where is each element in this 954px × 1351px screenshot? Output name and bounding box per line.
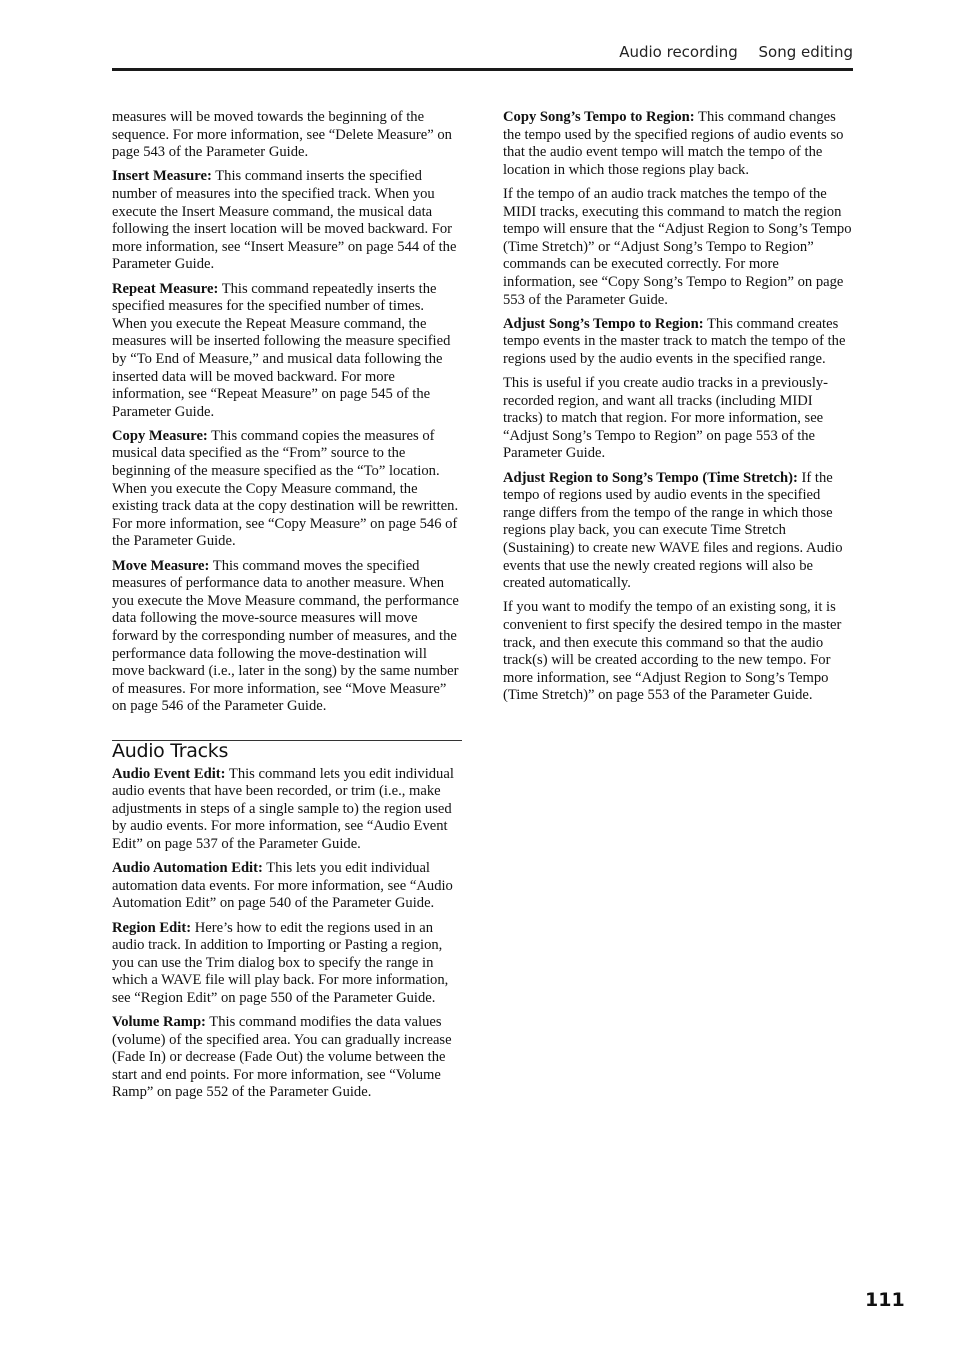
header-section-audio-recording: Audio recording: [619, 43, 738, 61]
term: Volume Ramp:: [112, 1014, 206, 1031]
term: Insert Measure:: [112, 168, 212, 185]
paragraph-adjust-region-time-stretch: [503, 470, 853, 593]
page-number: 111: [865, 1289, 905, 1311]
term: Region Edit:: [112, 919, 192, 936]
definition: This command lets you edit individual audio events that have been recorded, or trim (i.e., make adjustments in steps of a single sample to) the region used by audio events. For more information, see “Audio Event Edit” on page 537 of the Parameter Guide.: [112, 765, 454, 852]
term: Repeat Measure:: [112, 280, 219, 297]
definition: This command copies the measures of musical data specified as the “From” source to the beginning of the measure specified as the “To” location. When you execute the Copy Measure command, the existing track data at the copy destination will be rewritten. For more information, see “Copy Measure” on page 546 of the Parameter Guide.: [112, 427, 459, 550]
definition: This command creates tempo events in the master track to match the tempo of the regions used by the audio events in the specified range.: [503, 315, 846, 367]
definition: This command moves the specified measures of performance data to another measure. When you execute the Move Measure command, the performance data following the move-source measures will move forward by the corresponding number of measures, and the performance data following the move-destination will move backward (i.e., later in the song) by the same number of measures. For more information, see “Move Measure” on page 546 of the Parameter Guide.: [112, 557, 459, 715]
term: Copy Measure:: [112, 427, 208, 444]
right-column: [503, 109, 853, 712]
definition: Here’s how to edit the regions used in an audio track. In addition to Importing or Pasting a region, you can use the Trim dialog box to specify the range in which a WAVE file will play back. For more information, see “Region Edit” on page 550 of the Parameter Guide.: [112, 919, 449, 1006]
definition: This command inserts the specified number of measures into the specified track. When you execute the Insert Measure command, the musical data following the insert location will be moved backward. For more information, see “Insert Measure” on page 544 of the Parameter Guide.: [112, 168, 457, 273]
paragraph-copy-songs-tempo: [503, 109, 853, 179]
paragraph-repeat-measure: [112, 281, 462, 422]
paragraph-audio-event-edit: [112, 766, 462, 854]
header-section-song-editing: Song editing: [758, 43, 853, 61]
definition: This command repeatedly inserts the specified measures for the specified number of times. When you execute the Repeat Measure command, the measures will be inserted following the measure specified by “To End of Measure,” and musical data following the inserted data will be moved backward. For more information, see “Repeat Measure” on page 545 of the Parameter Guide.: [112, 280, 451, 420]
definition: This command changes the tempo used by the specified regions of audio events so that the audio event tempo will match the tempo of the location in which those regions play back.: [503, 109, 844, 178]
definition: If the tempo of regions used by audio events in the specified range differs from the tempo of the range in which those regions play back, you can execute Time Stretch (Sustaining) to create new WAVE files and regions. Audio events that use the newly created regions will also be created automatically.: [503, 469, 843, 592]
term: Copy Song’s Tempo to Region:: [503, 109, 695, 125]
term: Audio Automation Edit:: [112, 860, 263, 877]
running-header: [112, 40, 853, 71]
term: Adjust Region to Song’s Tempo (Time Stretch):: [503, 469, 798, 486]
term: Audio Event Edit:: [112, 765, 226, 782]
paragraph: If the tempo of an audio track matches the tempo of the MIDI tracks, executing this command to match the region tempo will ensure that the “Adjust Region to Song’s Tempo (Time Stretch)” or “Adjust Song’s Tempo to Region” commands can be executed correctly. For more information, see “Copy Song’s Tempo to Region” on page 553 of the Parameter Guide.: [503, 185, 852, 308]
left-column: [112, 109, 462, 1109]
paragraph: This is useful if you create audio tracks in a previously-recorded region, and want all tracks (including MIDI tracks) to match that region. For more information, see “Adjust Song’s Tempo to Region” on page 553 of the Parameter Guide.: [503, 375, 829, 462]
paragraph-copy-measure: [112, 428, 462, 551]
paragraph: measures will be moved towards the beginning of the sequence. For more information, see “Delete Measure” on page 543 of the Parameter Guide.: [112, 109, 452, 161]
paragraph-adjust-songs-tempo: [503, 316, 853, 369]
paragraph-move-measure: [112, 558, 462, 716]
section-heading: Audio Tracks: [112, 739, 229, 762]
paragraph-region-edit: [112, 920, 462, 1008]
paragraph-volume-ramp: [112, 1014, 462, 1102]
paragraph: If you want to modify the tempo of an existing song, it is convenient to first specify the desired tempo in the master track, and then execute this command so that the audio track(s) will be created according to the new tempo. For more information, see “Adjust Region to Song’s Tempo (Time Stretch)” on page 553 of the Parameter Guide.: [503, 599, 842, 704]
definition: This lets you edit individual automation data events. For more information, see “Audio Automation Edit” on page 540 of the Parameter Guide.: [112, 860, 453, 912]
section-audio-tracks: [112, 740, 462, 1102]
term: Adjust Song’s Tempo to Region:: [503, 315, 704, 332]
paragraph-audio-automation-edit: [112, 860, 462, 913]
term: Move Measure:: [112, 557, 210, 574]
definition: This command modifies the data values (volume) of the specified area. You can gradually increase (Fade In) or decrease (Fade Out) the volume between the start and end points. For more information, see “Volume Ramp” on page 552 of the Parameter Guide.: [112, 1014, 452, 1101]
paragraph-insert-measure: [112, 168, 462, 274]
